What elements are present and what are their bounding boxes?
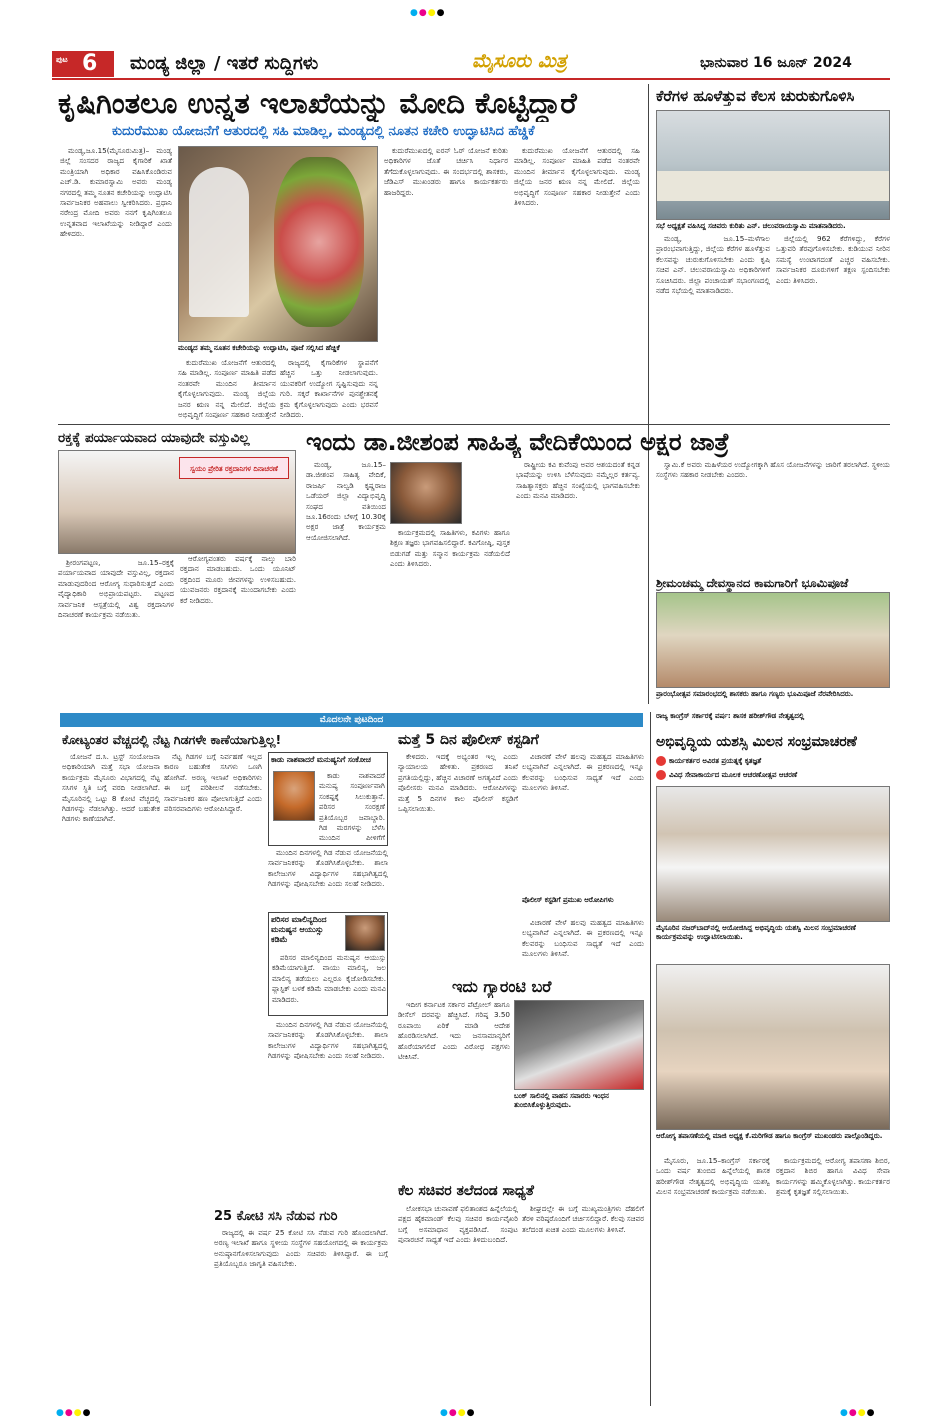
lead-photo-caption: ಮಂಡ್ಯದ ತಮ್ಮ ನೂತನ ಕಚೇರಿಯನ್ನು ಉದ್ಘಾಟಿಸಿ, ಪೂಜೆ ಸಲ್ಲಿಸಿದ ಹೆಚ್ಡಿಕೆ (178, 344, 340, 352)
ministers-headline: ಕೆಲ ಸಚಿವರ ತಲೆದಂಡ ಸಾಧ್ಯತೆ (398, 1183, 534, 1199)
target-body: ರಾಜ್ಯದಲ್ಲಿ ಈ ವರ್ಷ 25 ಕೋಟಿ ಸಸಿ ನೆಡುವ ಗುರಿ ಹೊಂದಲಾಗಿದೆ. ಅರಣ್ಯ ಇಲಾಖೆ ಹಾಗೂ ಸ್ಥಳೀಯ ಸಂಸ್ಥೆಗಳ ಸಹಯೋಗದಲ್ಲಿ ಈ ಕಾರ್ಯಕ್ರಮ ಅನುಷ್ಠಾನಗೊಳಿಸಲಾಗುವುದು ಎಂದು ಸಚಿವರು ತಿಳಿಸಿದ್ದಾರೆ. ಈ ಬಗ್ಗೆ ಪ್ರತಿಯೊಬ್ಬರೂ ಜಾಗೃತಿ ವಹಿಸಬೇಕು. (214, 1228, 388, 1269)
police-column-3: ವಿಚಾರಣೆ ವೇಳೆ ಹಲವು ಮಹತ್ವದ ಮಾಹಿತಿಗಳು ಲಭ್ಯವಾಗಿವೆ ಎನ್ನಲಾಗಿದೆ. ಈ ಪ್ರಕರಣದಲ್ಲಿ ಇನ್ನೂ ಕೆಲವರನ್ನು ಬಂಧಿಸುವ ಸಾಧ್ಯತೆ ಇದೆ ಎಂದು ಮೂಲಗಳು ತಿಳಿಸಿವೆ. (522, 918, 644, 959)
quote-box-title: ಕಾಡು ನಾಶವಾದರೆ ಮನುಷ್ಯನಿಗೆ ಸಂಕೋಚ (269, 753, 387, 766)
lead-column-5: ಕುದುರೆಮುಖ ಯೋಜನೆಗೆ ಆತುರದಲ್ಲಿ ಸಹಿ ಮಾಡಿಲ್ಲ. ಸಂಪೂರ್ಣ ಮಾಹಿತಿ ಪಡೆದ ನಂತರವೇ ಮುಂದಿನ ತೀರ್ಮಾನ ಕೈಗೊಳ್ಳಲಾಗುವುದು. ಮಂಡ್ಯ ಜಿಲ್ಲೆಯ ಜನರ ಋಣ ನನ್ನ ಮೇಲಿದೆ. ಜಿಲ್ಲೆಯ ಅಭಿವೃದ್ಧಿಗೆ ಸಂಪೂರ್ಣ ಸಹಕಾರ ನೀಡುತ್ತೇನೆ ಎಂದು ತಿಳಿಸಿದರು. (514, 146, 640, 208)
celebration-caption-1: ಮೈಸೂರಿನ ನಜರ್‌ಬಾದ್‌ನಲ್ಲಿ ಆಯೋಜಿಸಿದ್ದ ಅಭಿವೃದ್ಧಿಯ ಯಶಸ್ವಿ ಮಿಲನ ಸಂಭ್ರಮಾಚರಣೆ ಕಾರ್ಯಕ್ರಮವನ್ನು ಉದ್ಘಾಟಿಸಲಾಯಿತು. (656, 924, 856, 941)
temple-caption: ಪ್ರಾರಂಭೋತ್ಸವ ಸಮಾರಂಭದಲ್ಲಿ ಶಾಸಕರು ಹಾಗೂ ಗಣ್ಯರು ಭೂಮಿಪೂಜೆ ನೆರವೇರಿಸಿದರು. (656, 690, 854, 698)
trees-column-4: ಮುಂದಿನ ದಿನಗಳಲ್ಲಿ ಗಿಡ ನೆಡುವ ಯೋಜನೆಯಲ್ಲಿ ಸಾರ್ವಜನಿಕರನ್ನು ತೊಡಗಿಸಿಕೊಳ್ಳಬೇಕು. ಶಾಲಾ ಕಾಲೇಜುಗಳ ವಿದ್ಯಾರ್ಥಿಗಳ ಸಹಭಾಗಿತ್ವದಲ್ಲಿ ಗಿಡಗಳನ್ನು ಪೋಷಿಸಬೇಕು ಎಂದು ಸಲಹೆ ನೀಡಿದರು. (268, 1020, 388, 1061)
bullet-icon (656, 770, 666, 780)
police-subhead: ಪೊಲೀಸ್ ಕಸ್ಟಡಿಗೆ ಪ್ರಮುಖ ಆರೋಪಿಗಳು (522, 896, 614, 904)
temple-photo (656, 592, 890, 688)
swamiji-photo (273, 771, 315, 821)
page-number-tag (52, 51, 114, 77)
police-column-1: ಕೇಳಿದರು. ಇದಕ್ಕೆ ಅಭ್ಯಂತರ ಇಲ್ಲ ಎಂದು ನ್ಯಾಯಾಲಯ ಹೇಳಿತು. ಪ್ರಕರಣದ ತನಿಖೆ ಪ್ರಗತಿಯಲ್ಲಿದ್ದು, ಹೆಚ್ಚಿನ ವಿಚಾರಣೆ ಅಗತ್ಯವಿದೆ ಎಂದು ಪೊಲೀಸರು ಮನವಿ ಮಾಡಿದರು. ಆರೋಪಿಗಳನ್ನು ಮತ್ತೆ 5 ದಿನಗಳ ಕಾಲ ಪೊಲೀಸ್ ಕಸ್ಟಡಿಗೆ ಒಪ್ಪಿಸಲಾಯಿತು. (398, 752, 518, 814)
registration-marks-footer-center: ●●●● (440, 1408, 476, 1418)
celebration-caption-2: ಆರೋಗ್ಯ ತಪಾಸಣೆಯಲ್ಲಿ ಮಾಜಿ ಅಧ್ಯಕ್ಷ ಕೆ.ಮರಿಗೌಡ ಹಾಗೂ ಕಾಂಗ್ರೆಸ್ ಮುಖಂಡರು ಪಾಲ್ಗೊಂಡಿದ್ದರು. (656, 1132, 883, 1140)
ministers-column-2: ಶೀಘ್ರದಲ್ಲೇ ಈ ಬಗ್ಗೆ ಮುಖ್ಯಮಂತ್ರಿಗಳು ದೆಹಲಿಗೆ ತೆರಳಿ ವರಿಷ್ಠರೊಂದಿಗೆ ಚರ್ಚಿಸಲಿದ್ದಾರೆ. ಕೆಲವು ಸಚಿವರ ತಲೆದಂಡ ಖಚಿತ ಎಂದು ಮೂಲಗಳು ತಿಳಿಸಿವೆ. (522, 1204, 644, 1234)
guarantee-headline: ಇದು ಗ್ಯಾರಂಟಿ ಬರೆ (452, 977, 552, 996)
lead-photo (178, 146, 378, 342)
horizontal-divider (58, 424, 890, 425)
celebration-kicker: ರಾಜ್ಯ ಕಾಂಗ್ರೆಸ್ ಸರ್ಕಾರಕ್ಕೆ ವರ್ಷ: ಶಾಸಕ ಹರೀಶ್‌ಗೌಡ ನೇತೃತ್ವದಲ್ಲಿ (656, 712, 805, 720)
right-top-headline: ಕೆರೆಗಳ ಹೂಳೆತ್ತುವ ಕೆಲಸ ಚುರುಕುಗೊಳಿಸಿ (656, 87, 855, 105)
celebration-photo-2 (656, 964, 890, 1130)
celebration-column-2: ಕಾರ್ಯಕ್ರಮದಲ್ಲಿ ಆರೋಗ್ಯ ತಪಾಸಣಾ ಶಿಬಿರ, ರಕ್ತದಾನ ಶಿಬಿರ ಹಾಗೂ ವಿವಿಧ ಸೇವಾ ಕಾರ್ಯಗಳನ್ನು ಹಮ್ಮಿಕೊಳ್ಳಲಾಗಿತ್ತು. ಕಾರ್ಯಕರ್ತರ ಶ್ರಮಕ್ಕೆ ಕೃತಜ್ಞತೆ ಸಲ್ಲಿಸಲಾಯಿತು. (776, 1156, 890, 1197)
bullet-icon (656, 756, 666, 766)
portrait-photo (390, 462, 462, 524)
masthead-logo: ಮೈಸೂರು ಮಿತ್ರ (472, 50, 567, 72)
meeting-table (657, 171, 890, 201)
quote-box (268, 752, 388, 846)
meeting-photo (656, 110, 890, 220)
trees-column-2: ನೆಟ್ಟ ಗಿಡಗಳ ಬಗ್ಗೆ ನಿರ್ವಹಣೆ ಇಲ್ಲದ ಕಾರಣ ಬಹುತೇಕ ಸಸಿಗಳು ಒಣಗಿ ಹೋಗಿವೆ. ಅರಣ್ಯ ಇಲಾಖೆ ಅಧಿಕಾರಿಗಳು ಈ ಬಗ್ಗೆ ಪರಿಶೀಲನೆ ನಡೆಸಬೇಕು. ಸಾರ್ವಜನಿಕರ ಹಣ ಪೋಲಾಗುತ್ತಿದೆ ಎಂದು ಪರಿಸರವಾದಿಗಳು ಆರೋಪಿಸಿದ್ದಾರೆ. (164, 752, 262, 814)
fuel-bunk-photo (514, 1000, 644, 1090)
lead-headline: ಕೃಷಿಗಿಂತಲೂ ಉನ್ನತ ಇಲಾಖೆಯನ್ನು ಮೋದಿ ಕೊಟ್ಟಿದ್ದಾರೆ (58, 86, 577, 120)
page-number: 6 (82, 51, 98, 76)
dateline: ಭಾನುವಾರ 16 ಜೂನ್ 2024 (700, 55, 852, 71)
jatre-column-3: ರಾಷ್ಟ್ರೀಯ ಕವಿ ಕುವೆಂಪು ಅವರ ಆಶಯದಂತೆ ಕನ್ನಡ ಭಾಷೆಯನ್ನು ಉಳಿಸಿ ಬೆಳೆಸುವುದು ನಮ್ಮೆಲ್ಲರ ಕರ್ತವ್ಯ. ಸಾಹಿತ್ಯಾಸಕ್ತರು ಹೆಚ್ಚಿನ ಸಂಖ್ಯೆಯಲ್ಲಿ ಭಾಗವಹಿಸಬೇಕು ಎಂದು ಮನವಿ ಮಾಡಿದರು. (516, 460, 640, 501)
right-top-column-1: ಮಂಡ್ಯ, ಜೂ.15–ಮಳೆಗಾಲ ಪ್ರಾರಂಭವಾಗುತ್ತಿದ್ದು, ಜಿಲ್ಲೆಯ ಕೆರೆಗಳ ಹೂಳೆತ್ತುವ ಕೆಲಸವನ್ನು ಚುರುಕುಗೊಳಿಸಬೇಕು ಎಂದು ಕೃಷಿ ಸಚಿವ ಎನ್. ಚಲುವರಾಯಸ್ವಾಮಿ ಅಧಿಕಾರಿಗಳಿಗೆ ಸೂಚಿಸಿದರು. ಜಿಲ್ಲಾ ಪಂಚಾಯತ್ ಸಭಾಂಗಣದಲ್ಲಿ ನಡೆದ ಸಭೆಯಲ್ಲಿ ಮಾತನಾಡಿದರು. (656, 234, 770, 296)
akshara-jatre-headline: ಇಂದು ಡಾ.ಜೀಶಂಪ ಸಾಹಿತ್ಯ ವೇದಿಕೆಯಿಂದ ಅಕ್ಷರ ಜಾತ್ರೆ (306, 428, 730, 456)
celebration-photo-1 (656, 786, 890, 922)
continued-band: ಮೊದಲನೇ ಪುಟದಿಂದ (60, 713, 643, 727)
lead-column-3: ರಾಜ್ಯದಲ್ಲಿ ಕೈಗಾರಿಕೆಗಳ ಸ್ಥಾಪನೆಗೆ ಹೆಚ್ಚಿನ ಒತ್ತು ನೀಡಲಾಗುವುದು. ಯುವಕರಿಗೆ ಉದ್ಯೋಗ ಸೃಷ್ಟಿಸುವುದು ನನ್ನ ಗುರಿ. ಸಕ್ಕರೆ ಕಾರ್ಖಾನೆಗಳ ಪುನಶ್ಚೇತನಕ್ಕೆ ಕ್ರಮ ಕೈಗೊಳ್ಳಲಾಗುವುದು ಎಂದು ಭರವಸೆ ನೀಡಿದರು. (280, 358, 378, 420)
trees-column-1: ಯೋಜನೆ ದ.ಸಿ. ಟ್ರಸ್ಟ್ ಸಂಯೋಜನಾ ಅಧಿಕಾರಿಯಾಗಿ ಮತ್ತೆ ಸಭಾ ಯೋಜನಾ ಕಾರ್ಯಕ್ರಮ ಮೈಸೂರು ವಿಭಾಗದಲ್ಲಿ ನೆಟ್ಟ ಸಸಿಗಳ ಸ್ಥಿತಿ ಬಗ್ಗೆ ವರದಿ ನೀಡಲಾಗಿದೆ. ಮೈಸೂರಿನಲ್ಲಿ ಒಟ್ಟು 8 ಕೋಟಿ ವೆಚ್ಚದಲ್ಲಿ ಗಿಡಗಳನ್ನು ನೆಡಲಾಗಿತ್ತು. ಆದರೆ ಬಹುತೇಕ ಗಿಡಗಳು ಕಾಣೆಯಾಗಿವೆ. (62, 752, 160, 824)
vertical-divider-bottom (650, 712, 651, 1406)
lead-column-1: ಮಂಡ್ಯ,ಜೂ.15(ಮೈಸೂರುಮಿತ್ರ)– ಮಂಡ್ಯ ಜಿಲ್ಲೆ ಸಂಸದರ ರಾಜ್ಯದ ಕೈಗಾರಿಕೆ ಖಾತೆ ಮಂತ್ರಿಯಾಗಿ ಅಧಿಕಾರ ವಹಿಸಿಕೊಂಡಿರುವ ಎಚ್.ಡಿ. ಕುಮಾರಸ್ವಾಮಿ ಅವರು ಮಂಡ್ಯ ನಗರದಲ್ಲಿ ತಮ್ಮ ನೂತನ ಕಚೇರಿಯನ್ನು ಉದ್ಘಾಟಿಸಿ ಸಾರ್ವಜನಿಕರ ಅಹವಾಲು ಸ್ವೀಕರಿಸಿದರು. ಪ್ರಧಾನಿ ನರೇಂದ್ರ ಮೋದಿ ಅವರು ನನಗೆ ಕೃಷಿಗಿಂತಲೂ ಉನ್ನತವಾದ ಇಲಾಖೆಯನ್ನು ನೀಡಿದ್ದಾರೆ ಎಂದು ಹೇಳಿದರು. (60, 146, 172, 239)
official-photo (345, 915, 385, 951)
jatre-column-2: ಕಾರ್ಯಕ್ರಮದಲ್ಲಿ ಸಾಹಿತಿಗಳು, ಕವಿಗಳು ಹಾಗೂ ಶಿಕ್ಷಣ ತಜ್ಞರು ಭಾಗವಹಿಸಲಿದ್ದಾರೆ. ಕವಿಗೋಷ್ಠಿ, ಪುಸ್ತಕ ಬಿಡುಗಡೆ ಮತ್ತು ಸನ್ಮಾನ ಕಾರ್ಯಕ್ರಮ ನಡೆಯಲಿದೆ ಎಂದು ತಿಳಿಸಿದರು. (390, 528, 510, 569)
flower-garland (274, 157, 364, 327)
registration-marks-footer-left: ●●●● (56, 1408, 92, 1418)
mid-right-column: ಸ್ವಾಮಿ.ಕೆ ಅವರು ಮಹಿಳೆಯರ ಉದ್ಯೋಗಕ್ಕಾಗಿ ಹೊಸ ಯೋಜನೆಗಳನ್ನು ಜಾರಿಗೆ ತರಲಾಗಿದೆ. ಸ್ಥಳೀಯ ಸಂಸ್ಥೆಗಳು ಸಹಕಾರ ನೀಡಬೇಕು ಎಂದರು. (656, 460, 890, 480)
trees-column-3: ಮುಂದಿನ ದಿನಗಳಲ್ಲಿ ಗಿಡ ನೆಡುವ ಯೋಜನೆಯಲ್ಲಿ ಸಾರ್ವಜನಿಕರನ್ನು ತೊಡಗಿಸಿಕೊಳ್ಳಬೇಕು. ಶಾಲಾ ಕಾಲೇಜುಗಳ ವಿದ್ಯಾರ್ಥಿಗಳ ಸಹಭಾಗಿತ್ವದಲ್ಲಿ ಗಿಡಗಳನ್ನು ಪೋಷಿಸಬೇಕು ಎಂದು ಸಲಹೆ ನೀಡಿದರು. (268, 848, 388, 889)
page-label: ಪುಟ (56, 55, 68, 64)
temple-headline: ಶ್ರೀಮಂಚಮ್ಮ ದೇವಸ್ಥಾನದ ಕಾಮಗಾರಿಗೆ ಭೂಮಿಪೂಜೆ (656, 576, 849, 590)
right-top-column-2: ಜಿಲ್ಲೆಯಲ್ಲಿ 962 ಕೆರೆಗಳಿದ್ದು, ಕೆರೆಗಳ ಒತ್ತುವರಿ ತೆರವುಗೊಳಿಸಬೇಕು. ಕುಡಿಯುವ ನೀರಿನ ಸಮಸ್ಯೆ ಉಂಟಾಗದಂತೆ ಎಚ್ಚರ ವಹಿಸಬೇಕು. ಸಾರ್ವಜನಿಕರ ದೂರುಗಳಿಗೆ ತಕ್ಷಣ ಸ್ಪಂದಿಸಬೇಕು ಎಂದು ತಿಳಿಸಿದರು. (776, 234, 890, 285)
guarantee-caption: ಬಂಕ್ ಸಾಲಿನಲ್ಲಿ ವಾಹನ ಸವಾರರು ಇಂಧನ ತುಂಬಿಸಿಕೊಳ್ಳುತ್ತಿರುವುದು. (514, 1092, 609, 1109)
pollution-box (268, 912, 388, 1016)
lead-column-2: ಕುದುರೆಮುಖ ಯೋಜನೆಗೆ ಆತುರದಲ್ಲಿ ಸಹಿ ಮಾಡಿಲ್ಲ. ಸಂಪೂರ್ಣ ಮಾಹಿತಿ ಪಡೆದ ನಂತರವೇ ಮುಂದಿನ ತೀರ್ಮಾನ ಕೈಗೊಳ್ಳಲಾಗುವುದು. ಮಂಡ್ಯ ಜಿಲ್ಲೆಯ ಜನರ ಋಣ ನನ್ನ ಮೇಲಿದೆ. ಜಿಲ್ಲೆಯ ಅಭಿವೃದ್ಧಿಗೆ ಸಂಪೂರ್ಣ ಸಹಕಾರ ನೀಡುತ್ತೇನೆ (178, 358, 276, 420)
celebration-column-1: ಮೈಸೂರು, ಜೂ.15–ಕಾಂಗ್ರೆಸ್ ಸರ್ಕಾರಕ್ಕೆ ಒಂದು ವರ್ಷ ತುಂಬಿದ ಹಿನ್ನೆಲೆಯಲ್ಲಿ ಶಾಸಕ ಹರೀಶ್‌ಗೌಡ ನೇತೃತ್ವದಲ್ಲಿ ಅಭಿವೃದ್ಧಿಯ ಯಶಸ್ವಿ ಮಿಲನ ಸಂಭ್ರಮಾಚರಣೆ ಕಾರ್ಯಕ್ರಮ ನಡೆಯಿತು. (656, 1156, 770, 1197)
registration-marks-footer-right: ●●●● (840, 1408, 876, 1418)
pollution-box-title: ಪರಿಸರ ಮಾಲಿನ್ಯದಿಂದ ಮನುಷ್ಯನ ಆಯುಸ್ಸು ಕಡಿಮೆ (271, 915, 327, 944)
person-figure (189, 167, 249, 317)
ministers-column-1: ಲೋಕಸಭಾ ಚುನಾವಣೆ ಫಲಿತಾಂಶದ ಹಿನ್ನೆಲೆಯಲ್ಲಿ ಪಕ್ಷದ ಹೈಕಮಾಂಡ್ ಕೆಲವು ಸಚಿವರ ಕಾರ್ಯವೈಖರಿ ಬಗ್ಗೆ ಅಸಮಾಧಾನ ವ್ಯಕ್ತಪಡಿಸಿದೆ. ಸಂಪುಟ ಪುನಾರಚನೆ ಸಾಧ್ಯತೆ ಇದೆ ಎಂದು ತಿಳಿದುಬಂದಿದೆ. (398, 1204, 518, 1245)
police-headline: ಮತ್ತೆ 5 ದಿನ ಪೊಲೀಸ್ ಕಸ್ಟಡಿಗೆ (398, 732, 539, 748)
jatre-column-1: ಮಂಡ್ಯ, ಜೂ.15–ಡಾ.ಜೀಶಂಪ ಸಾಹಿತ್ಯ ವೇದಿಕೆ, ರಾಜರ್ಷಿ ನಾಲ್ವಡಿ ಕೃಷ್ಣರಾಜ ಒಡೆಯರ್ ಜಿಲ್ಲಾ ವಿದ್ಯಾಭಿವೃದ್ಧಿ ಸಂಘದ ವತಿಯಿಂದ ಜೂ.16ರಂದು ಬೆಳಿಗ್ಗೆ 10.30ಕ್ಕೆ ಅಕ್ಷರ ಜಾತ್ರೆ ಕಾರ್ಯಕ್ರಮ ಆಯೋಜಿಸಲಾಗಿದೆ. (306, 460, 386, 542)
celebration-sub-2: ವಿವಿಧ ಸೇವಾಕಾರ್ಯದ ಮೂಲಕ ಆಚರಣೋತ್ಸವ ಆಚರಣೆ (656, 770, 890, 782)
blood-column-1: ಶ್ರೀರಂಗಪಟ್ಟಣ, ಜೂ.15–ರಕ್ತಕ್ಕೆ ಪರ್ಯಾಯವಾದ ಯಾವುದೇ ವಸ್ತುವಿಲ್ಲ, ರಕ್ತದಾನ ಮಾಡುವುದರಿಂದ ಆರೋಗ್ಯ ಸುಧಾರಿಸುತ್ತದೆ ಎಂದು ವೈದ್ಯಾಧಿಕಾರಿ ಅಭಿಪ್ರಾಯಪಟ್ಟರು. ಪಟ್ಟಣದ ಸಾರ್ವಜನಿಕ ಆಸ್ಪತ್ರೆಯಲ್ಲಿ ವಿಶ್ವ ರಕ್ತದಾನಿಗಳ ದಿನಾಚರಣೆ ಕಾರ್ಯಕ್ರಮ ನಡೆಯಿತು. (58, 558, 174, 620)
quote-box-body: ಕಾಡು ನಾಶವಾದರೆ ಮನುಷ್ಯ ಸಂಪೂರ್ಣವಾಗಿ ಸಂಕಷ್ಟಕ್ಕೆ ಸಿಲುಕುತ್ತಾನೆ. ಪರಿಸರ ಸಂರಕ್ಷಣೆ ಪ್ರತಿಯೊಬ್ಬರ ಜವಾಬ್ದಾರಿ. ಗಿಡ ಮರಗಳನ್ನು ಬೆಳೆಸಿ ಮುಂದಿನ ಪೀಳಿಗೆಗೆ (319, 771, 385, 843)
event-banner: ಸ್ವಯಂ ಪ್ರೇರಿತ ರಕ್ತದಾನಿಗಳ ದಿನಾಚರಣೆ (179, 457, 289, 479)
pollution-box-body: ಪರಿಸರ ಮಾಲಿನ್ಯದಿಂದ ಮನುಷ್ಯನ ಆಯುಸ್ಸು ಕಡಿಮೆಯಾಗುತ್ತಿದೆ. ವಾಯು ಮಾಲಿನ್ಯ, ಜಲ ಮಾಲಿನ್ಯ ತಡೆಯಲು ಎಲ್ಲರೂ ಕೈಜೋಡಿಸಬೇಕು. ಪ್ಲಾಸ್ಟಿಕ್ ಬಳಕೆ ಕಡಿಮೆ ಮಾಡಬೇಕು ಎಂದು ಮನವಿ ಮಾಡಿದರು. (272, 953, 386, 1004)
trees-headline: ಕೋಟ್ಯಂತರ ವೆಚ್ಚದಲ್ಲಿ ನೆಟ್ಟ ಗಿಡಗಳೇ ಕಾಣೆಯಾಗುತ್ತಿಲ್ಲ! (62, 732, 282, 747)
section-title: ಮಂಡ್ಯ ಜಿಲ್ಲಾ / ಇತರೆ ಸುದ್ದಿಗಳು (130, 53, 319, 74)
celebration-headline: ಅಭಿವೃದ್ಧಿಯ ಯಶಸ್ಸಿ ಮಿಲನ ಸಂಭ್ರಮಾಚರಣೆ (656, 734, 857, 750)
header-rule (52, 78, 890, 80)
target-headline: 25 ಕೋಟಿ ಸಸಿ ನೆಡುವ ಗುರಿ (214, 1209, 338, 1224)
lead-column-4: ಕುದುರೆಮುಖದಲ್ಲಿ ಐರನ್ ಓರ್ ಯೋಜನೆ ಕುರಿತು ಅಧಿಕಾರಿಗಳ ಜೊತೆ ಚರ್ಚಿಸಿ ನಿರ್ಧಾರ ತೆಗೆದುಕೊಳ್ಳಲಾಗುವುದು. ಈ ಸಂದರ್ಭದಲ್ಲಿ ಶಾಸಕರು, ಜೆಡಿಎಸ್ ಮುಖಂಡರು ಹಾಗೂ ಕಾರ್ಯಕರ್ತರು ಹಾಜರಿದ್ದರು. (384, 146, 508, 197)
lead-subhead: ಕುದುರೆಮುಖ ಯೋಜನೆಗೆ ಆತುರದಲ್ಲಿ ಸಹಿ ಮಾಡಿಲ್ಲ, ಮಂಡ್ಯದಲ್ಲಿ ನೂತನ ಕಚೇರಿ ಉದ್ಘಾಟಿಸಿದ ಹೆಚ್ಡಿಕೆ (112, 124, 535, 139)
right-top-caption: ಸಭೆ ಅಧ್ಯಕ್ಷತೆ ವಹಿಸಿದ್ದ ಸಚಿವರು ಕುರಿತು ಎನ್. ಚಲುವರಾಯಸ್ವಾಮಿ ಮಾತನಾಡಿದರು. (656, 222, 846, 230)
blood-column-2: ಆರೋಗ್ಯವಂತರು ವರ್ಷಕ್ಕೆ ನಾಲ್ಕು ಬಾರಿ ರಕ್ತದಾನ ಮಾಡಬಹುದು. ಒಂದು ಯೂನಿಟ್ ರಕ್ತದಿಂದ ಮೂರು ಜೀವಗಳನ್ನು ಉಳಿಸಬಹುದು. ಯುವಜನರು ರಕ್ತದಾನಕ್ಕೆ ಮುಂದಾಗಬೇಕು ಎಂದು ಕರೆ ನೀಡಿದರು. (180, 554, 296, 605)
blood-donation-headline: ರಕ್ತಕ್ಕೆ ಪರ್ಯಾಯವಾದ ಯಾವುದೇ ವಸ್ತುವಿಲ್ಲ (58, 430, 250, 446)
vertical-divider (648, 84, 649, 704)
registration-marks: ●●●● (410, 8, 446, 18)
guarantee-column: ಇದೀಗ ಕರ್ನಾಟಕ ಸರ್ಕಾರ ಪೆಟ್ರೋಲ್ ಹಾಗೂ ಡೀಸೆಲ್ ದರವನ್ನು ಹೆಚ್ಚಿಸಿದೆ. ಗರಿಷ್ಠ 3.50 ರೂಪಾಯಿ ಏರಿಕೆ ಮಾಡಿ ಆದೇಶ ಹೊರಡಿಸಲಾಗಿದೆ. ಇದು ಜನಸಾಮಾನ್ಯರಿಗೆ ಹೊರೆಯಾಗಲಿದೆ ಎಂದು ವಿರೋಧ ಪಕ್ಷಗಳು ಟೀಕಿಸಿವೆ. (398, 1000, 510, 1062)
police-column-2: ವಿಚಾರಣೆ ವೇಳೆ ಹಲವು ಮಹತ್ವದ ಮಾಹಿತಿಗಳು ಲಭ್ಯವಾಗಿವೆ ಎನ್ನಲಾಗಿದೆ. ಈ ಪ್ರಕರಣದಲ್ಲಿ ಇನ್ನೂ ಕೆಲವರನ್ನು ಬಂಧಿಸುವ ಸಾಧ್ಯತೆ ಇದೆ ಎಂದು ಮೂಲಗಳು ತಿಳಿಸಿವೆ. (522, 752, 644, 793)
celebration-sub-1: ಕಾರ್ಯಕರ್ತರ ಅವಿರತ ಪ್ರಯತ್ನಕ್ಕೆ ಕೃತಜ್ಞತೆ (656, 756, 890, 768)
